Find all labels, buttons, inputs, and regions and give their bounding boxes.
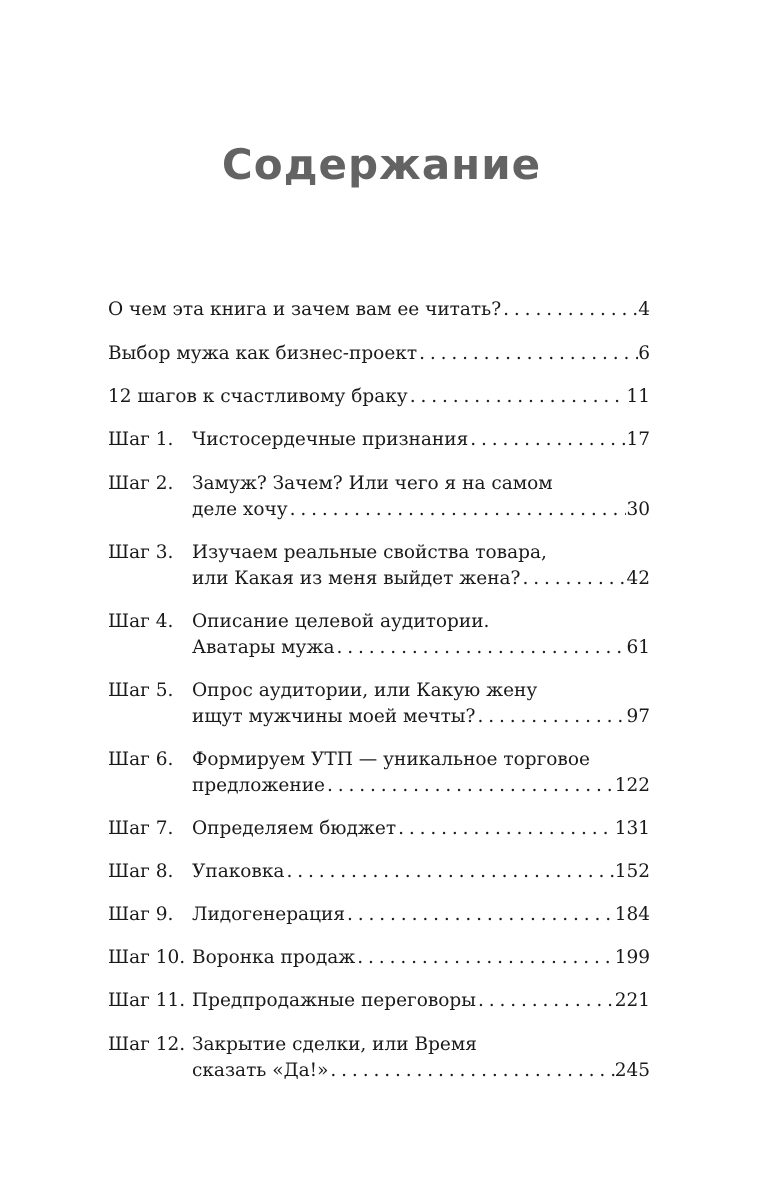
toc-page-number: 221 [614, 990, 650, 1011]
toc-dot-leader [396, 816, 615, 842]
toc-entry-label-continued: или Какая из меня выйдет жена? [192, 568, 521, 589]
toc-dot-leader [468, 427, 626, 453]
toc-entry-label-continued: Аватары мужа [192, 637, 335, 658]
toc-entry-label: Предпродажные переговоры [192, 990, 476, 1011]
toc-entry-step-2[interactable] [108, 471, 650, 523]
toc-dot-leader [417, 341, 638, 367]
toc-entry-label: Описание целевой аудитории. [192, 611, 490, 632]
toc-entry-step-4[interactable] [108, 609, 650, 661]
toc-page-number: 6 [638, 343, 650, 364]
toc-entry-step-8[interactable] [108, 859, 650, 885]
toc-dot-leader [335, 635, 627, 661]
toc-entry-intro-2[interactable] [108, 341, 650, 367]
toc-step-number: Шаг 9. [108, 904, 174, 925]
toc-entry-label-continued: деле хочу [192, 499, 288, 520]
toc-page-number: 184 [614, 904, 650, 925]
toc-page-number: 199 [614, 947, 650, 968]
toc-page-number: 42 [626, 568, 650, 589]
toc-entry-label: Определяем бюджет [192, 818, 397, 839]
toc-entry-label-continued: сказать «Да!» [192, 1060, 329, 1081]
toc-step-number: Шаг 7. [108, 818, 174, 839]
toc-step-number: Шаг 4. [108, 611, 174, 632]
toc-step-number: Шаг 10. [108, 947, 186, 968]
toc-dot-leader [501, 297, 638, 323]
toc-page-number: 152 [614, 861, 650, 882]
toc-entry-step-1[interactable] [108, 427, 650, 453]
toc-dot-leader [475, 704, 626, 730]
toc-step-number: Шаг 11. [108, 990, 186, 1011]
toc-entry-label: Чистосердечные признания [192, 429, 469, 450]
toc-entry-label: Лидогенерация [192, 904, 345, 925]
toc-entry-step-11[interactable] [108, 988, 650, 1014]
toc-step-number: Шаг 5. [108, 680, 174, 701]
toc-entry-step-7[interactable] [108, 816, 650, 842]
toc-dot-leader [355, 945, 614, 971]
toc-dot-leader [345, 902, 615, 928]
toc-entry-label: Изучаем реальные свойства товара, [192, 542, 547, 563]
toc-entry-intro-3[interactable] [108, 384, 650, 410]
toc-step-number: Шаг 3. [108, 542, 174, 563]
toc-entry-label: Упаковка [192, 861, 285, 882]
toc-dot-leader [408, 384, 627, 410]
toc-entry-label: Закрытие сделки, или Время [192, 1034, 477, 1055]
toc-page-number: 30 [626, 499, 650, 520]
toc-page-number: 17 [626, 429, 650, 450]
toc-page-number: 245 [614, 1060, 650, 1081]
toc-entry-label: Выбор мужа как бизнес-проект [108, 343, 418, 364]
toc-dot-leader [288, 497, 627, 523]
toc-page-number: 11 [626, 386, 650, 407]
toc-dot-leader [476, 988, 615, 1014]
toc-entry-step-3[interactable] [108, 540, 650, 592]
toc-entry-label: О чем эта книга и зачем вам ее читать? [108, 299, 502, 320]
toc-dot-leader [284, 859, 614, 885]
toc-entry-label-continued: ищут мужчины моей мечты? [192, 706, 476, 727]
toc-page-number: 61 [626, 637, 650, 658]
toc-entry-step-10[interactable] [108, 945, 650, 971]
toc-entry-label: Замуж? Зачем? Или чего я на самом [192, 473, 553, 494]
toc-entry-step-12[interactable] [108, 1032, 650, 1084]
toc-entry-step-5[interactable] [108, 678, 650, 730]
toc-entry-label: Формируем УТП — уникальное торговое [192, 749, 590, 770]
toc-entry-label: Воронка продаж [192, 947, 356, 968]
toc-dot-leader [328, 1058, 614, 1084]
toc-step-number: Шаг 2. [108, 473, 174, 494]
toc-dot-leader [520, 566, 626, 592]
toc-page-number: 4 [638, 299, 650, 320]
page-title: Содержание [221, 140, 542, 189]
toc-step-number: Шаг 12. [108, 1034, 186, 1055]
toc-entry-label: Опрос аудитории, или Какую жену [192, 680, 538, 701]
toc-step-number: Шаг 6. [108, 749, 174, 770]
toc-page-number: 97 [626, 706, 650, 727]
toc-page-number: 122 [614, 775, 650, 796]
toc-entry-intro-1[interactable] [108, 297, 650, 323]
toc-entry-label-continued: предложение [192, 775, 325, 796]
toc-entry-step-6[interactable] [108, 747, 650, 799]
toc-step-number: Шаг 1. [108, 429, 174, 450]
toc-dot-leader [325, 773, 615, 799]
toc-page-number: 131 [614, 818, 650, 839]
toc-entry-label: 12 шагов к счастливому браку [108, 386, 408, 407]
toc-entry-step-9[interactable] [108, 902, 650, 928]
toc-step-number: Шаг 8. [108, 861, 174, 882]
